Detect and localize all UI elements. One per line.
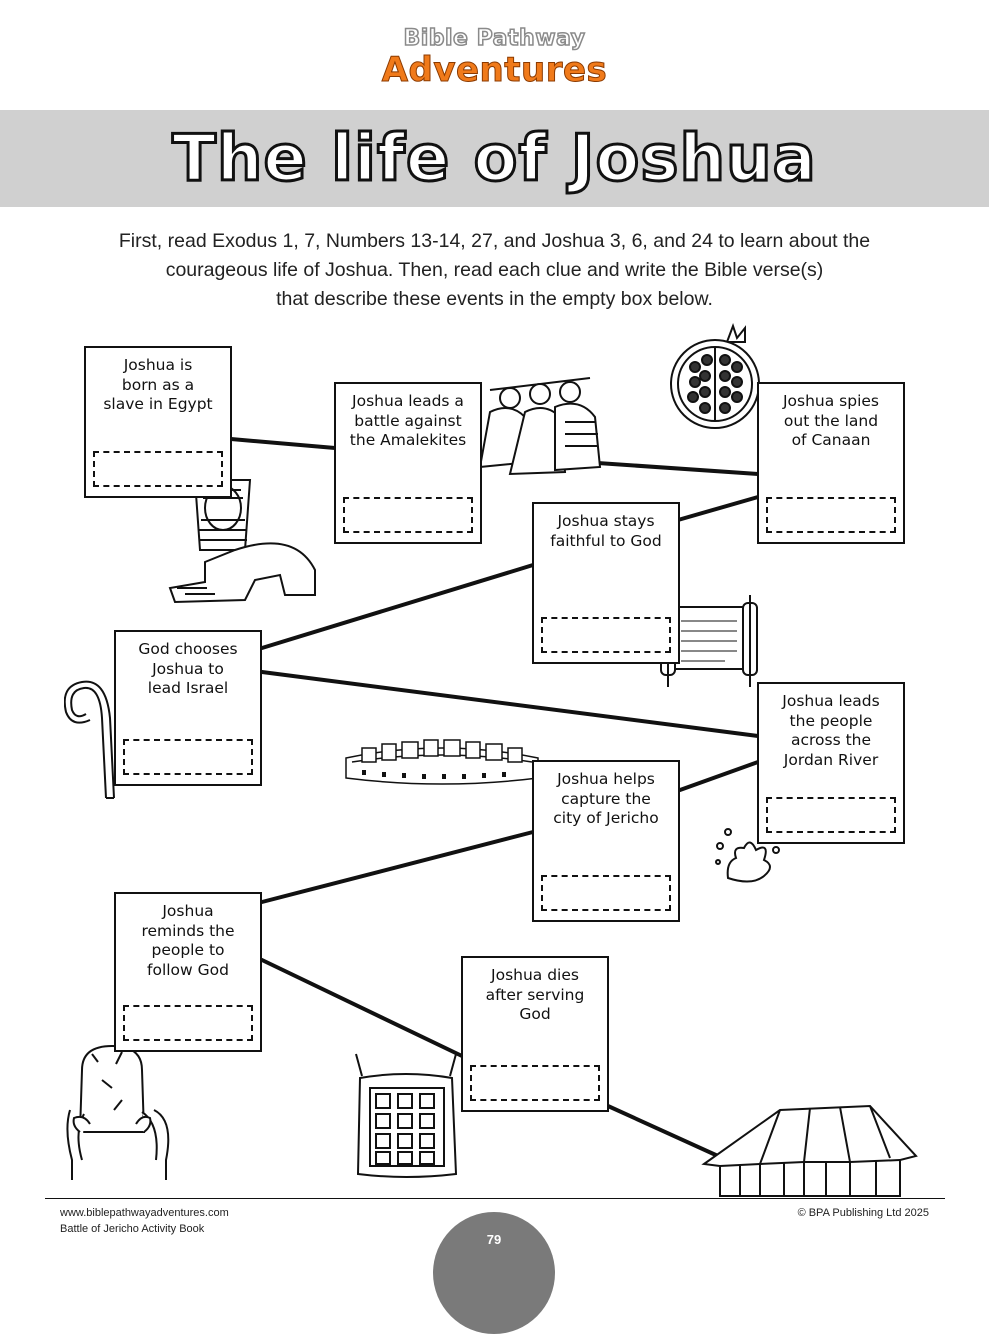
page-number-badge	[433, 1212, 555, 1334]
clue-box-born-slave: Joshua is born as a slave in Egypt	[84, 346, 232, 498]
answer-box[interactable]	[766, 797, 896, 833]
logo-adventures: Adventures	[381, 50, 608, 90]
pomegranate-icon	[665, 322, 765, 432]
clue-box-spies-canaan: Joshua spies out the land of Canaan	[757, 382, 905, 544]
footer-website[interactable]: www.biblepathwayadventures.com	[60, 1207, 229, 1219]
footer-divider	[45, 1198, 945, 1199]
logo-bible-pathway: Bible Pathway	[403, 26, 586, 51]
clue-box-captures-jericho: Joshua helps capture the city of Jericho	[532, 760, 680, 922]
connector-line	[678, 497, 758, 520]
answer-box[interactable]	[123, 739, 253, 775]
footer-book-title: Battle of Jericho Activity Book	[60, 1223, 205, 1235]
answer-box[interactable]	[470, 1065, 600, 1101]
tabernacle-tent-icon	[700, 1102, 920, 1198]
connector-line	[262, 960, 462, 1056]
jericho-city-icon	[342, 738, 542, 788]
battle-warriors-icon	[470, 372, 610, 482]
connector-line	[262, 832, 533, 902]
page-number: 79	[486, 1232, 502, 1247]
clue-box-stays-faithful: Joshua stays faithful to God	[532, 502, 680, 664]
answer-box[interactable]	[766, 497, 896, 533]
stone-tablet-icon	[62, 1040, 182, 1185]
page-title: The life of Joshua	[172, 122, 817, 196]
answer-box[interactable]	[541, 875, 671, 911]
clue-box-dies: Joshua dies after serving God	[461, 956, 609, 1112]
instructions-line: that describe these events in the empty box below.	[276, 288, 713, 310]
answer-box[interactable]	[541, 617, 671, 653]
clue-box-reminds-people: Joshua reminds the people to follow God	[114, 892, 262, 1052]
connector-line	[680, 762, 758, 790]
breastplate-icon	[352, 1052, 462, 1182]
answer-box[interactable]	[123, 1005, 253, 1041]
clue-box-battle-amalekites: Joshua leads a battle against the Amalekites	[334, 382, 482, 544]
instructions-line: courageous life of Joshua. Then, read each clue and write the Bible verse(s)	[165, 259, 824, 281]
connector-line	[231, 439, 335, 448]
footer-copyright: © BPA Publishing Ltd 2025	[797, 1207, 929, 1219]
answer-box[interactable]	[93, 451, 223, 487]
clue-box-crosses-jordan: Joshua leads the people across the Jordan River	[757, 682, 905, 844]
clue-box-god-chooses: God chooses Joshua to lead Israel	[114, 630, 262, 786]
instructions-line: First, read Exodus 1, 7, Numbers 13-14, 27, and Joshua 3, 6, and 24 to learn about the	[118, 230, 871, 252]
answer-box[interactable]	[343, 497, 473, 533]
